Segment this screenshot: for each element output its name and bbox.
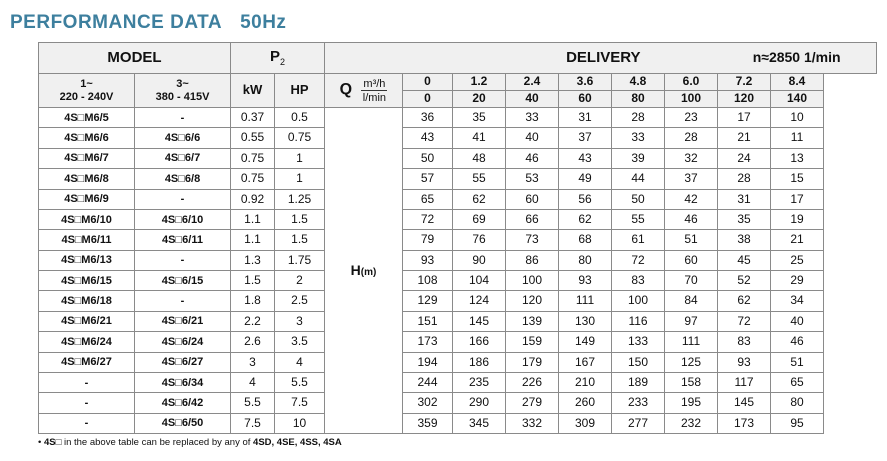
head-value-cell: 83	[718, 332, 771, 352]
delivery-label: DELIVERY	[566, 48, 641, 66]
head-value-cell: 31	[559, 108, 612, 128]
kw-header: kW	[231, 74, 275, 108]
phase3-label: 3~	[176, 78, 189, 91]
head-value-cell: 13	[771, 148, 824, 168]
model-3phase-cell: 4S□6/6	[135, 128, 231, 148]
head-value-cell: 46	[506, 148, 559, 168]
head-label: H	[350, 261, 361, 278]
hp-cell: 0.75	[275, 128, 325, 148]
head-value-cell: 279	[506, 393, 559, 413]
speed-label: n≈2850 1/min	[752, 48, 841, 65]
title-frequency: 50Hz	[240, 12, 287, 33]
head-value-cell: 66	[506, 209, 559, 229]
header-row-1	[39, 43, 877, 74]
table-row	[39, 332, 877, 352]
head-value-cell: 24	[718, 148, 771, 168]
head-value-cell: 108	[403, 271, 453, 291]
head-value-cell: 117	[718, 372, 771, 392]
head-value-cell: 72	[612, 250, 665, 270]
head-value-cell: 232	[665, 413, 718, 433]
head-value-cell: 43	[403, 128, 453, 148]
flow-m3h-cell: 0	[403, 74, 453, 91]
head-value-cell: 100	[506, 271, 559, 291]
table-row	[39, 250, 877, 270]
hp-cell: 0.5	[275, 108, 325, 128]
head-value-cell: 260	[559, 393, 612, 413]
head-value-cell: 129	[403, 291, 453, 311]
head-value-cell: 93	[559, 271, 612, 291]
model-3phase-cell: 4S□6/7	[135, 148, 231, 168]
head-value-cell: 277	[612, 413, 665, 433]
head-value-cell: 35	[718, 209, 771, 229]
head-value-cell: 53	[506, 169, 559, 189]
phase1-header	[39, 74, 135, 108]
model-3phase-cell: 4S□6/21	[135, 311, 231, 331]
head-value-cell: 233	[612, 393, 665, 413]
head-value-cell: 17	[771, 189, 824, 209]
hp-cell: 1.25	[275, 189, 325, 209]
head-value-cell: 60	[506, 189, 559, 209]
head-value-cell: 70	[665, 271, 718, 291]
head-value-cell: 79	[403, 230, 453, 250]
hp-cell: 1	[275, 169, 325, 189]
head-value-cell: 194	[403, 352, 453, 372]
head-value-cell: 36	[403, 108, 453, 128]
head-value-cell: 55	[453, 169, 506, 189]
head-value-cell: 15	[771, 169, 824, 189]
table-row	[39, 230, 877, 250]
head-value-cell: 65	[771, 372, 824, 392]
model-3phase-cell: 4S□6/27	[135, 352, 231, 372]
head-value-cell: 43	[559, 148, 612, 168]
head-value-cell: 145	[718, 393, 771, 413]
head-value-cell: 46	[665, 209, 718, 229]
head-value-cell: 40	[506, 128, 559, 148]
kw-cell: 2.2	[231, 311, 275, 331]
head-value-cell: 21	[718, 128, 771, 148]
hp-cell: 1.75	[275, 250, 325, 270]
head-value-cell: 149	[559, 332, 612, 352]
head-value-cell: 32	[665, 148, 718, 168]
model-3phase-cell: 4S□6/42	[135, 393, 231, 413]
p2-subscript: 2	[280, 56, 286, 67]
note-text: in the above table can be replaced by any of	[61, 437, 254, 448]
head-value-cell: 84	[665, 291, 718, 311]
flow-lmin-cell: 0	[403, 91, 453, 108]
head-value-cell: 39	[612, 148, 665, 168]
head-value-cell: 23	[665, 108, 718, 128]
head-value-cell: 29	[771, 271, 824, 291]
table-row	[39, 209, 877, 229]
phase3-header	[135, 74, 231, 108]
phase3-voltage: 380 - 415V	[155, 90, 210, 103]
table-row	[39, 271, 877, 291]
head-value-cell: 60	[665, 250, 718, 270]
kw-cell: 7.5	[231, 413, 275, 433]
model-3phase-cell: 4S□6/15	[135, 271, 231, 291]
model-3phase-cell: 4S□6/10	[135, 209, 231, 229]
flow-m3h-cell: 8.4	[771, 74, 824, 91]
flow-m3h-cell: 3.6	[559, 74, 612, 91]
flow-lmin-cell: 40	[506, 91, 559, 108]
model-1phase-cell: 4S□M6/27	[39, 352, 135, 372]
head-value-cell: 124	[453, 291, 506, 311]
flow-m3h-cell: 6.0	[665, 74, 718, 91]
hp-cell: 4	[275, 352, 325, 372]
head-value-cell: 61	[612, 230, 665, 250]
hp-cell: 1.5	[275, 230, 325, 250]
q-units	[361, 77, 387, 104]
head-value-cell: 34	[771, 291, 824, 311]
kw-cell: 1.1	[231, 209, 275, 229]
head-value-cell: 95	[771, 413, 824, 433]
table-row	[39, 169, 877, 189]
head-value-cell: 125	[665, 352, 718, 372]
model-1phase-cell: 4S□M6/6	[39, 128, 135, 148]
head-value-cell: 50	[403, 148, 453, 168]
head-value-cell: 76	[453, 230, 506, 250]
head-value-cell: 25	[771, 250, 824, 270]
hp-cell: 10	[275, 413, 325, 433]
model-1phase-cell: -	[39, 413, 135, 433]
performance-table	[38, 42, 877, 434]
flow-lmin-cell: 80	[612, 91, 665, 108]
kw-cell: 5.5	[231, 393, 275, 413]
flow-lmin-cell: 140	[771, 91, 824, 108]
head-value-cell: 86	[506, 250, 559, 270]
delivery-header	[325, 43, 877, 74]
head-value-cell: 80	[771, 393, 824, 413]
kw-cell: 1.8	[231, 291, 275, 311]
hp-cell: 1	[275, 148, 325, 168]
flow-m3h-cell: 2.4	[506, 74, 559, 91]
model-1phase-cell: 4S□M6/21	[39, 311, 135, 331]
head-value-cell: 35	[453, 108, 506, 128]
head-value-cell: 195	[665, 393, 718, 413]
head-value-cell: 111	[559, 291, 612, 311]
head-value-cell: 62	[559, 209, 612, 229]
table-row	[39, 413, 877, 433]
model-1phase-cell: 4S□M6/8	[39, 169, 135, 189]
head-value-cell: 302	[403, 393, 453, 413]
head-value-cell: 145	[453, 311, 506, 331]
head-value-cell: 179	[506, 352, 559, 372]
head-value-cell: 167	[559, 352, 612, 372]
table-row	[39, 148, 877, 168]
kw-cell: 1.3	[231, 250, 275, 270]
head-value-cell: 97	[665, 311, 718, 331]
table-row	[39, 393, 877, 413]
head-value-cell: 62	[718, 291, 771, 311]
kw-cell: 0.92	[231, 189, 275, 209]
head-value-cell: 68	[559, 230, 612, 250]
kw-cell: 0.75	[231, 169, 275, 189]
head-value-cell: 33	[612, 128, 665, 148]
head-value-cell: 235	[453, 372, 506, 392]
model-3phase-cell: -	[135, 250, 231, 270]
q-label: Q	[339, 80, 353, 98]
head-value-cell: 49	[559, 169, 612, 189]
head-value-cell: 41	[453, 128, 506, 148]
model-1phase-cell: -	[39, 372, 135, 392]
head-value-cell: 244	[403, 372, 453, 392]
flow-lmin-cell: 20	[453, 91, 506, 108]
head-value-cell: 50	[612, 189, 665, 209]
flow-lmin-cell: 120	[718, 91, 771, 108]
hp-cell: 1.5	[275, 209, 325, 229]
head-value-cell: 150	[612, 352, 665, 372]
table-row	[39, 372, 877, 392]
flow-lmin-cell: 60	[559, 91, 612, 108]
table-row	[39, 352, 877, 372]
head-value-cell: 28	[665, 128, 718, 148]
kw-cell: 2.6	[231, 332, 275, 352]
kw-cell: 3	[231, 352, 275, 372]
head-value-cell: 111	[665, 332, 718, 352]
head-value-cell: 309	[559, 413, 612, 433]
head-value-cell: 173	[403, 332, 453, 352]
head-value-cell: 31	[718, 189, 771, 209]
head-unit: (m)	[360, 266, 377, 278]
head-value-cell: 80	[559, 250, 612, 270]
head-value-cell: 21	[771, 230, 824, 250]
head-value-cell: 72	[403, 209, 453, 229]
hp-cell: 7.5	[275, 393, 325, 413]
head-value-cell: 33	[506, 108, 559, 128]
head-value-cell: 55	[612, 209, 665, 229]
head-value-cell: 104	[453, 271, 506, 291]
head-value-cell: 62	[453, 189, 506, 209]
note-prefix: 4S□	[43, 437, 62, 448]
head-value-cell: 52	[718, 271, 771, 291]
model-3phase-cell: -	[135, 189, 231, 209]
head-value-cell: 151	[403, 311, 453, 331]
head-value-cell: 158	[665, 372, 718, 392]
head-value-cell: 290	[453, 393, 506, 413]
head-value-cell: 57	[403, 169, 453, 189]
q-unit-m3h: m³/h	[363, 77, 386, 90]
hp-cell: 2.5	[275, 291, 325, 311]
model-1phase-cell: 4S□M6/24	[39, 332, 135, 352]
head-value-cell: 17	[718, 108, 771, 128]
hp-cell: 2	[275, 271, 325, 291]
head-value-cell: 69	[453, 209, 506, 229]
kw-cell: 0.75	[231, 148, 275, 168]
phase1-voltage: 220 - 240V	[59, 90, 114, 103]
head-value-cell: 159	[506, 332, 559, 352]
head-value-cell: 133	[612, 332, 665, 352]
head-value-cell: 90	[453, 250, 506, 270]
head-value-cell: 11	[771, 128, 824, 148]
model-3phase-cell: 4S□6/50	[135, 413, 231, 433]
model-3phase-cell: 4S□6/11	[135, 230, 231, 250]
page-title	[10, 12, 286, 34]
head-value-cell: 116	[612, 311, 665, 331]
head-value-cell: 100	[612, 291, 665, 311]
head-value-cell: 51	[771, 352, 824, 372]
head-value-cell: 10	[771, 108, 824, 128]
hp-cell: 3	[275, 311, 325, 331]
head-value-cell: 186	[453, 352, 506, 372]
model-1phase-cell: 4S□M6/11	[39, 230, 135, 250]
head-value-cell: 120	[506, 291, 559, 311]
head-value-cell: 48	[453, 148, 506, 168]
table-row	[39, 311, 877, 331]
model-3phase-cell: 4S□6/34	[135, 372, 231, 392]
note-options: 4SD, 4SE, 4SS, 4SA	[253, 437, 342, 448]
flow-m3h-cell: 4.8	[612, 74, 665, 91]
head-label-cell	[325, 108, 403, 434]
p2-label: P	[270, 47, 281, 65]
p2-header	[231, 43, 325, 74]
kw-cell: 0.37	[231, 108, 275, 128]
model-header: MODEL	[39, 43, 231, 74]
head-value-cell: 42	[665, 189, 718, 209]
head-value-cell: 19	[771, 209, 824, 229]
head-value-cell: 130	[559, 311, 612, 331]
head-value-cell: 189	[612, 372, 665, 392]
head-value-cell: 173	[718, 413, 771, 433]
head-value-cell: 40	[771, 311, 824, 331]
head-value-cell: 28	[718, 169, 771, 189]
head-value-cell: 51	[665, 230, 718, 250]
footnote	[38, 437, 342, 448]
model-3phase-cell: 4S□6/24	[135, 332, 231, 352]
head-value-cell: 45	[718, 250, 771, 270]
model-1phase-cell: 4S□M6/15	[39, 271, 135, 291]
model-1phase-cell: 4S□M6/5	[39, 108, 135, 128]
flow-lmin-cell: 100	[665, 91, 718, 108]
model-1phase-cell: 4S□M6/10	[39, 209, 135, 229]
model-1phase-cell: 4S□M6/13	[39, 250, 135, 270]
q-unit-lmin: l/min	[362, 91, 387, 104]
hp-cell: 3.5	[275, 332, 325, 352]
head-value-cell: 345	[453, 413, 506, 433]
performance-body	[39, 108, 877, 434]
hp-header: HP	[275, 74, 325, 108]
head-value-cell: 93	[403, 250, 453, 270]
head-value-cell: 226	[506, 372, 559, 392]
kw-cell: 4	[231, 372, 275, 392]
flow-m3h-cell: 1.2	[453, 74, 506, 91]
head-value-cell: 332	[506, 413, 559, 433]
bullet-icon: •	[38, 437, 42, 448]
model-3phase-cell: 4S□6/8	[135, 169, 231, 189]
head-value-cell: 73	[506, 230, 559, 250]
kw-cell: 0.55	[231, 128, 275, 148]
phase1-label: 1~	[80, 78, 93, 91]
head-value-cell: 93	[718, 352, 771, 372]
head-value-cell: 28	[612, 108, 665, 128]
model-1phase-cell: 4S□M6/7	[39, 148, 135, 168]
head-value-cell: 210	[559, 372, 612, 392]
head-value-cell: 37	[665, 169, 718, 189]
hp-cell: 5.5	[275, 372, 325, 392]
head-value-cell: 56	[559, 189, 612, 209]
head-value-cell: 72	[718, 311, 771, 331]
head-value-cell: 37	[559, 128, 612, 148]
head-value-cell: 44	[612, 169, 665, 189]
model-1phase-cell: -	[39, 393, 135, 413]
head-value-cell: 38	[718, 230, 771, 250]
head-value-cell: 65	[403, 189, 453, 209]
model-1phase-cell: 4S□M6/9	[39, 189, 135, 209]
model-1phase-cell: 4S□M6/18	[39, 291, 135, 311]
model-3phase-cell: -	[135, 291, 231, 311]
head-value-cell: 46	[771, 332, 824, 352]
kw-cell: 1.1	[231, 230, 275, 250]
head-value-cell: 359	[403, 413, 453, 433]
table-row	[39, 128, 877, 148]
head-value-cell: 139	[506, 311, 559, 331]
header-row-2	[39, 74, 877, 91]
model-3phase-cell: -	[135, 108, 231, 128]
flow-m3h-cell: 7.2	[718, 74, 771, 91]
table-row	[39, 108, 877, 128]
title-text: PERFORMANCE DATA	[10, 12, 223, 33]
kw-cell: 1.5	[231, 271, 275, 291]
q-header	[325, 74, 403, 108]
table-row	[39, 189, 877, 209]
head-value-cell: 166	[453, 332, 506, 352]
table-row	[39, 291, 877, 311]
head-value-cell: 83	[612, 271, 665, 291]
